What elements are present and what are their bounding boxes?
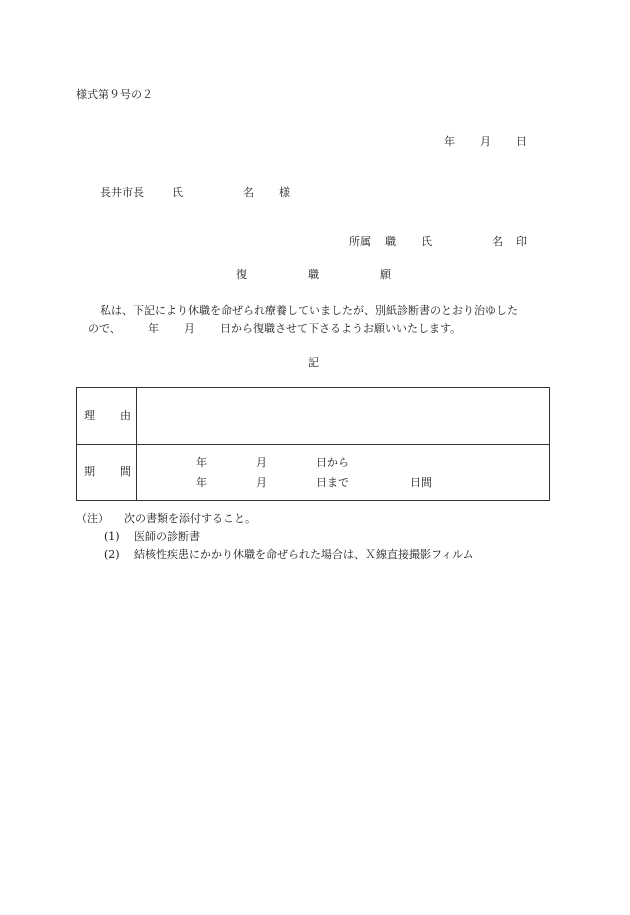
ki-heading: 記 (308, 356, 319, 369)
applicant-affiliation: 所属 (349, 235, 371, 248)
body-month-label: 月 (184, 322, 195, 335)
title-char-2: 職 (308, 268, 319, 281)
notes-heading: （注） (76, 512, 109, 525)
addressee-shi: 氏 (172, 186, 183, 199)
reason-label-char-1: 理 (84, 409, 95, 422)
period-days: 日間 (410, 476, 432, 489)
body-line-1: 私は、下記により休職を命ぜられ療養していましたが、別紙診断書のとおり治ゆした (100, 304, 518, 317)
applicant-seal: 印 (516, 235, 527, 248)
period-to-day: 日まで (316, 476, 349, 489)
date-month-label: 月 (480, 135, 491, 148)
note-item-text: 結核性疾患にかかり休職を命ぜられた場合は、Ｘ線直接撮影フィルム (134, 548, 474, 561)
note-item-text: 医師の診断書 (134, 530, 200, 543)
notes-heading-text: 次の書類を添付すること。 (124, 512, 256, 525)
period-to-month: 月 (256, 476, 267, 489)
period-label-char-2: 間 (120, 465, 131, 478)
date-year-label: 年 (444, 135, 455, 148)
period-from-year: 年 (196, 456, 207, 469)
body-line-2-prefix: ので、 (88, 322, 121, 335)
body-year-label: 年 (148, 322, 159, 335)
applicant-shoku: 職 (385, 235, 396, 248)
table-column-divider (136, 388, 137, 500)
period-to-year: 年 (196, 476, 207, 489)
period-from-day: 日から (316, 456, 349, 469)
period-from-month: 月 (256, 456, 267, 469)
date-day-label: 日 (516, 135, 527, 148)
note-item-number: (2) (104, 548, 120, 561)
body-line-2-suffix: 日から復職させて下さるようお願いいたします。 (220, 322, 462, 335)
applicant-shi: 氏 (421, 235, 432, 248)
form-number: 様式第９号の２ (76, 88, 153, 101)
addressee-mayor: 長井市長 (100, 186, 144, 199)
addressee-sama: 様 (279, 186, 290, 199)
period-label-char-1: 期 (84, 465, 95, 478)
title-char-3: 願 (380, 268, 391, 281)
reason-label-char-2: 由 (120, 409, 131, 422)
title-char-1: 復 (236, 268, 247, 281)
reason-period-table (76, 387, 550, 501)
note-item-number: (1) (104, 530, 120, 543)
addressee-mei: 名 (243, 186, 254, 199)
applicant-mei: 名 (492, 235, 503, 248)
table-row-divider (77, 444, 549, 445)
